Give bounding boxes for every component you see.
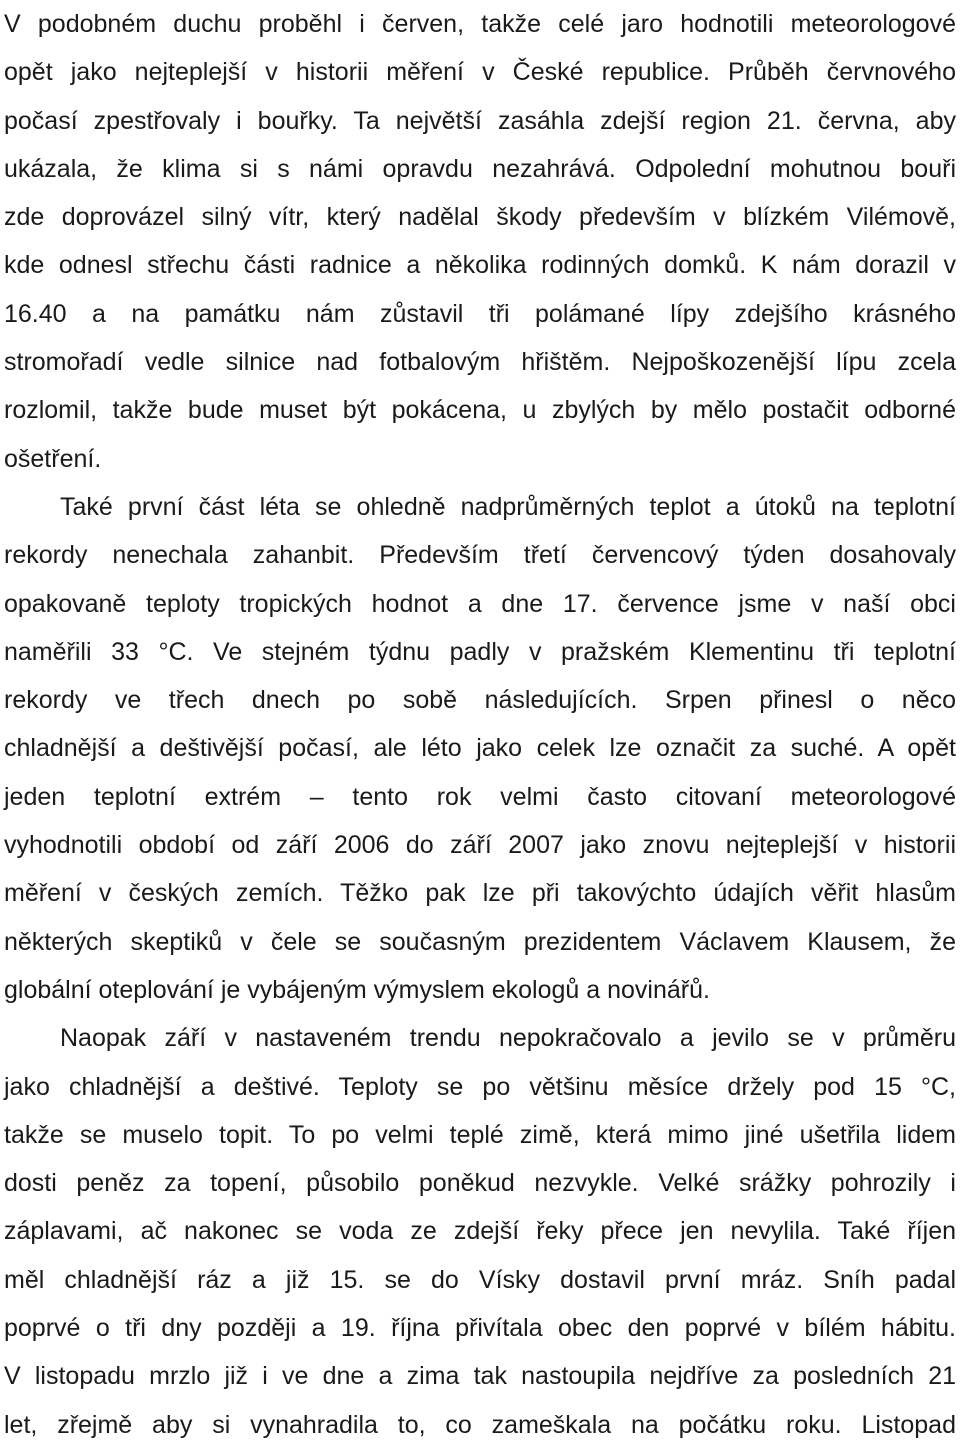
text-line: poprvé o tři dny později a 19. října přivítala obec den poprvé v bílém hábitu. bbox=[4, 1314, 956, 1343]
text-line: 16.40 a na památku nám zůstavil tři polámané lípy zdejšího krásného bbox=[4, 299, 956, 328]
text-line: rozlomil, takže bude muset být pokácena, u zbylých by mělo postačit odborné bbox=[4, 396, 956, 425]
text-line: takže se muselo topit. To po velmi teplé zimě, která mimo jiné ušetřila lidem bbox=[4, 1120, 956, 1149]
document-page bbox=[4, 0, 956, 1449]
text-line: naměřili 33 °C. Ve stejném týdnu padly v pražském Klementinu tři teplotní bbox=[4, 637, 956, 666]
text-line: zde doprovázel silný vítr, který nadělal škody především v blízkém Vilémově, bbox=[4, 203, 956, 232]
text-line: rekordy ve třech dnech po sobě následujících. Srpen přinesl o něco bbox=[4, 686, 956, 715]
text-line: dosti peněz za topení, působilo poněkud nezvykle. Velké srážky pohrozily i bbox=[4, 1169, 956, 1198]
text-line: rekordy nenechala zahanbit. Především třetí červencový týden dosahovaly bbox=[4, 541, 956, 570]
text-line: počasí zpestřovaly i bouřky. Ta největší zasáhla zdejší region 21. června, aby bbox=[4, 106, 956, 135]
text-line: kde odnesl střechu části radnice a několika rodinných domků. K nám dorazil v bbox=[4, 251, 956, 280]
text-line: jeden teplotní extrém – tento rok velmi často citovaní meteorologové bbox=[4, 782, 956, 811]
text-line: let, zřejmě aby si vynahradila to, co zameškala na počátku roku. Listopad bbox=[4, 1410, 956, 1439]
text-line: ošetření. bbox=[4, 444, 102, 473]
text-line: stromořadí vedle silnice nad fotbalovým hřištěm. Nejpoškozenější lípu zcela bbox=[4, 348, 956, 377]
text-line: některých skeptiků v čele se současným prezidentem Václavem Klausem, že bbox=[4, 927, 956, 956]
text-line: V listopadu mrzlo již i ve dne a zima tak nastoupila nejdříve za posledních 21 bbox=[4, 1362, 956, 1391]
paragraph-2 bbox=[4, 483, 956, 1014]
text-line: opět jako nejteplejší v historii měření v České republice. Průběh červnového bbox=[4, 58, 956, 87]
text-line bbox=[4, 1014, 956, 1062]
text-line: globální oteplování je vybájeným výmyslem ekologů a novinářů. bbox=[4, 975, 710, 1004]
paragraph-1 bbox=[4, 0, 956, 483]
text-line-content: Naopak září v nastaveném trendu nepokračovalo a jevilo se v průměru bbox=[60, 1024, 956, 1053]
text-line-content: Také první část léta se ohledně nadprůměrných teplot a útoků na teplotní bbox=[60, 492, 956, 521]
text-line: měl chladnější ráz a již 15. se do Vísky dostavil první mráz. Sníh padal bbox=[4, 1265, 956, 1294]
paragraph-3 bbox=[4, 1014, 956, 1449]
text-line: záplavami, ač nakonec se voda ze zdejší řeky přece jen nevylila. Také říjen bbox=[4, 1217, 956, 1246]
text-line: chladnější a deštivější počasí, ale léto jako celek lze označit za suché. A opět bbox=[4, 734, 956, 763]
text-line bbox=[4, 483, 956, 531]
text-line: ukázala, že klima si s námi opravdu nezahrává. Odpolední mohutnou bouři bbox=[4, 154, 956, 183]
text-line: V podobném duchu proběhl i červen, takže celé jaro hodnotili meteorologové bbox=[4, 10, 956, 38]
text-line: jako chladnější a deštivé. Teploty se po většinu měsíce držely pod 15 °C, bbox=[4, 1072, 956, 1101]
text-line: opakovaně teploty tropických hodnot a dne 17. července jsme v naší obci bbox=[4, 589, 956, 618]
text-line: měření v českých zemích. Těžko pak lze při takovýchto údajích věřit hlasům bbox=[4, 879, 956, 908]
text-line: vyhodnotili období od září 2006 do září 2007 jako znovu nejteplejší v historii bbox=[4, 831, 956, 860]
